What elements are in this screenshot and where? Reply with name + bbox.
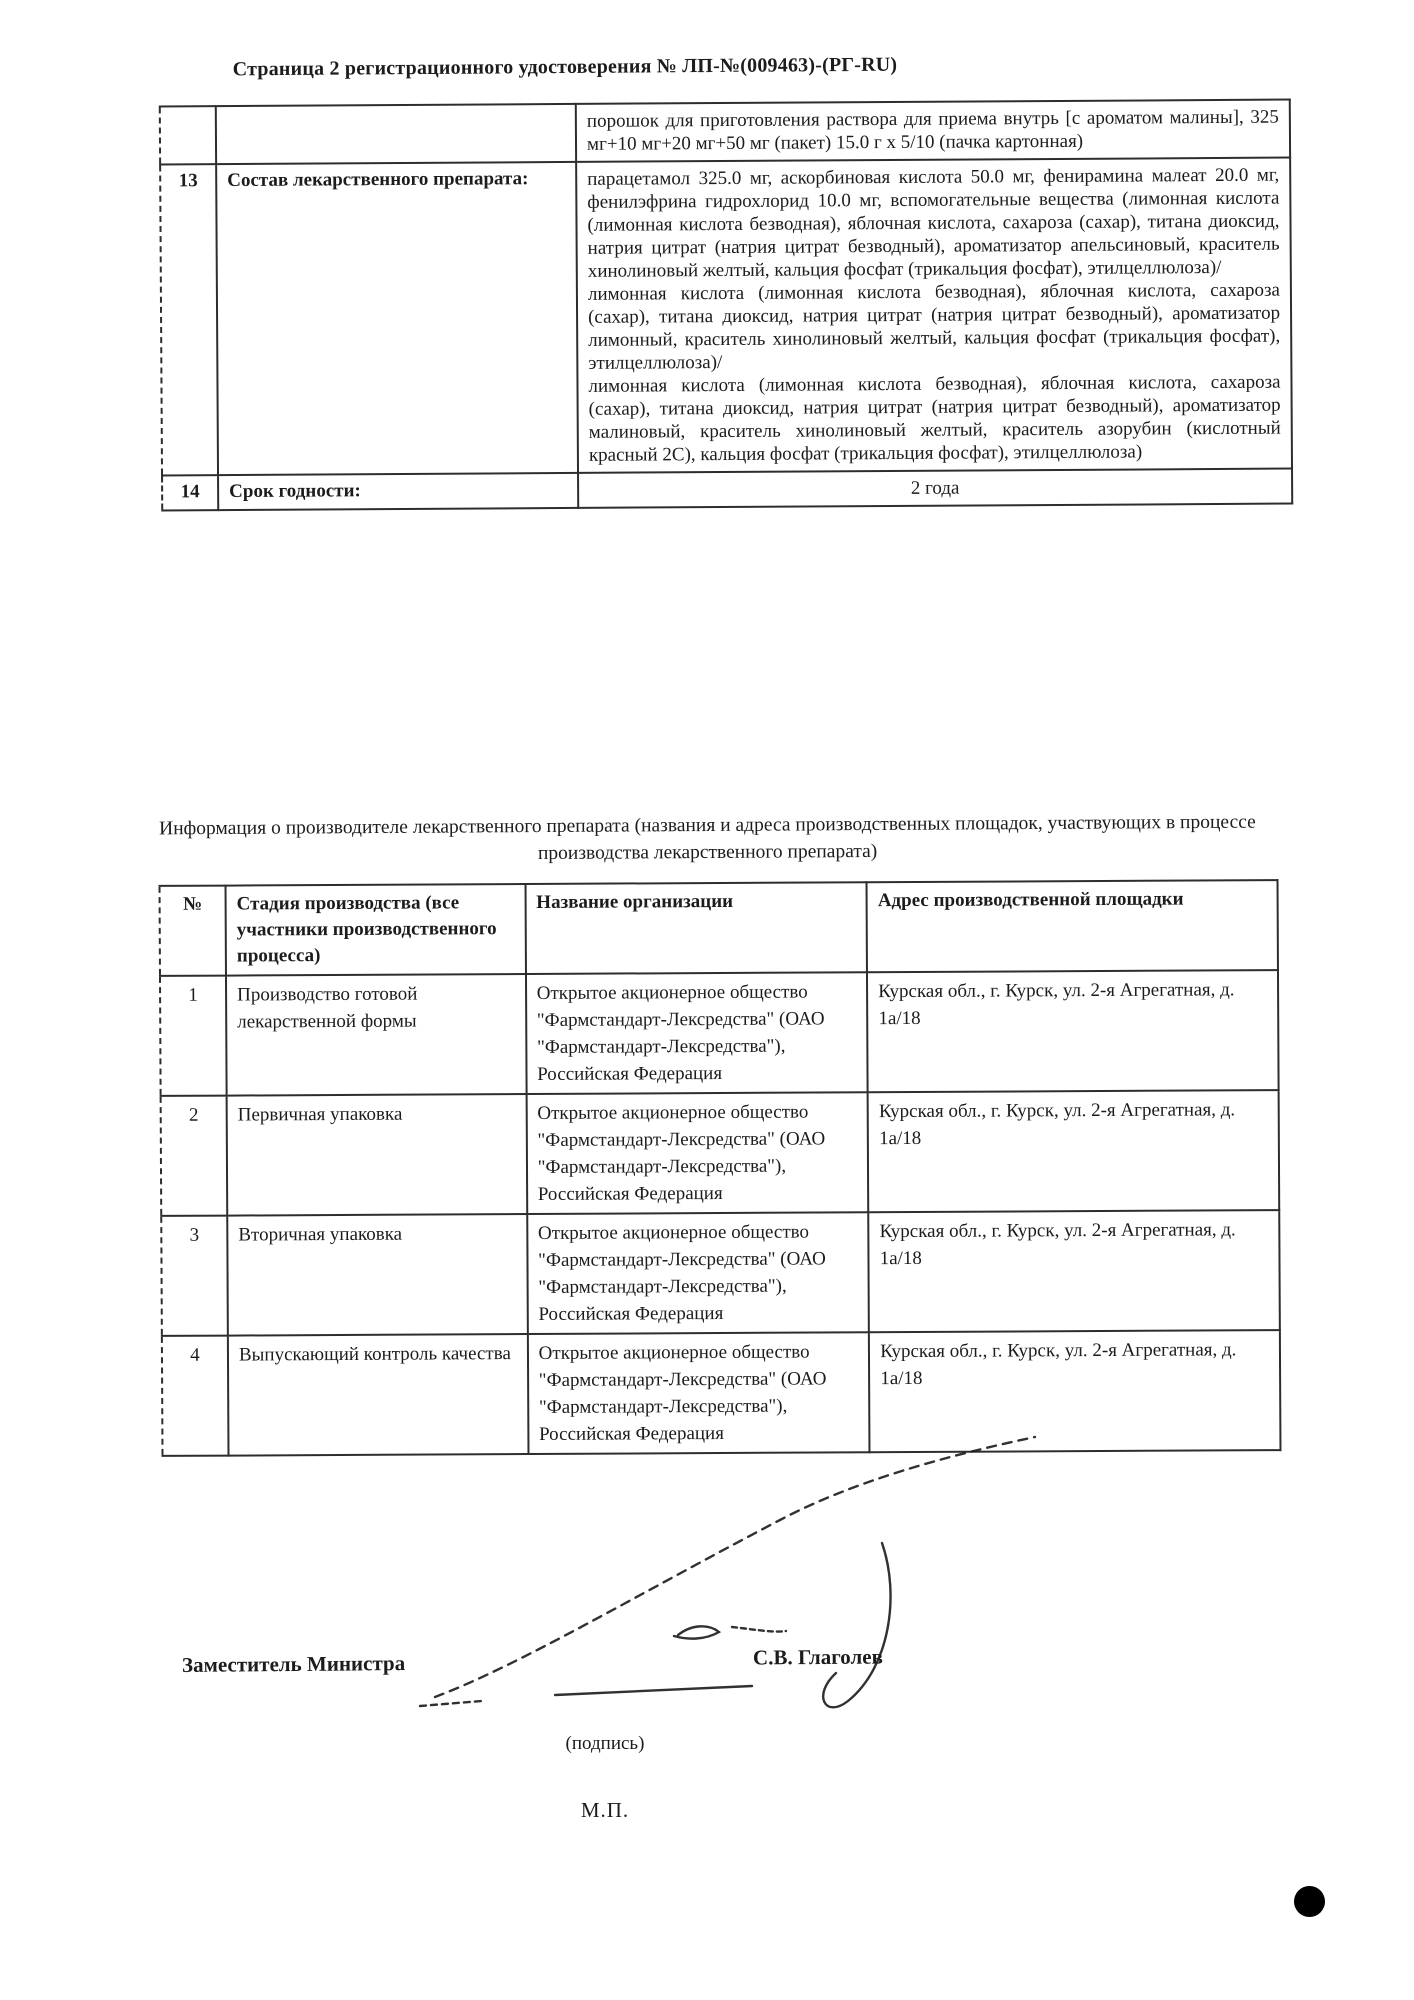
signer-title: Заместитель Министра bbox=[181, 1651, 406, 1677]
stage-cell: Вторичная упаковка bbox=[227, 1214, 527, 1336]
table-row-packaging bbox=[160, 100, 1290, 165]
manufacturer-table-wrap bbox=[159, 879, 1282, 1457]
row-number-cell: 3 bbox=[161, 1216, 228, 1336]
composition-paragraph-orange: парацетамол 325.0 мг, аскорбиновая кислота 50.0 мг, фенирамина малеат 20.0 мг, фенилэфрина гидрохлорид 10.0 мг, вспомогательные вещества (лимонная кислота (лимонная кислота безводная), яблочная кислота, сахароза (сахар), титана диоксид, натрия цитрат (натрия цитрат безводный), ароматизатор апельсиновый, краситель хинолиновый желтый, кальция фосфат (трикальция фосфат), этилцеллюлоза)/ bbox=[587, 164, 1280, 282]
composition-paragraph-raspberry: лимонная кислота (лимонная кислота безводная), яблочная кислота, сахароза (сахар), титана диоксид, натрия цитрат (натрия цитрат безводный), ароматизатор малиновый, краситель хинолиновый желтый, краситель азорубин (кислотный красный 2С), кальция фосфат (трикальция фосфат), этилцеллюлоза) bbox=[588, 371, 1281, 466]
row-label-cell: Состав лекарственного препарата: bbox=[216, 162, 578, 475]
punch-hole-dot bbox=[1294, 1886, 1325, 1917]
signature-caption: (подпись) bbox=[565, 1733, 645, 1754]
organization-cell: Открытое акционерное общество "Фармстандарт-Лексредства" (ОАО "Фармстандарт-Лексредства"), Российская Федерация bbox=[526, 1092, 868, 1214]
header-number: № bbox=[160, 886, 226, 976]
signature-ink bbox=[380, 1425, 1080, 1730]
table-header-row bbox=[160, 880, 1278, 976]
manufacturer-table bbox=[159, 879, 1282, 1457]
row-number-cell: 1 bbox=[160, 976, 227, 1096]
composition-cell bbox=[576, 158, 1292, 473]
drug-details-table-wrap bbox=[159, 99, 1293, 512]
packaging-description: порошок для приготовления раствора для приема внутрь [с ароматом малины], 325 мг+10 мг+20 мг+50 мг (пакет) 15.0 г х 5/10 (пачка картонная) bbox=[576, 100, 1290, 162]
stage-cell: Первичная упаковка bbox=[227, 1094, 527, 1216]
organization-cell: Открытое акционерное общество "Фармстандарт-Лексредства" (ОАО "Фармстандарт-Лексредства"), Российская Федерация bbox=[526, 972, 868, 1094]
row-label-cell: Срок годности: bbox=[218, 473, 578, 510]
composition-paragraph-lemon: лимонная кислота (лимонная кислота безводная), яблочная кислота, сахароза (сахар), титана диоксид, натрия цитрат (натрия цитрат безводный), ароматизатор лимонный, краситель хинолиновый желтый, кальция фосфат (трикальция фосфат), этилцеллюлоза)/ bbox=[587, 279, 1281, 374]
row-number-cell bbox=[160, 106, 216, 164]
signer-name: С.В. Глаголев bbox=[752, 1644, 883, 1670]
row-label-cell bbox=[216, 104, 576, 164]
table-row bbox=[162, 1330, 1281, 1456]
row-number-cell: 13 bbox=[160, 164, 218, 475]
table-row-composition bbox=[160, 158, 1292, 476]
address-cell: Курская обл., г. Курск, ул. 2-я Агрегатная, д. 1а/18 bbox=[869, 1330, 1280, 1452]
row-number-cell: 2 bbox=[161, 1096, 228, 1216]
table-row bbox=[160, 970, 1279, 1096]
drug-details-table bbox=[159, 99, 1293, 512]
header-organization: Название организации bbox=[525, 882, 867, 974]
organization-cell: Открытое акционерное общество "Фармстандарт-Лексредства" (ОАО "Фармстандарт-Лексредства"), Российская Федерация bbox=[528, 1332, 870, 1454]
organization-cell: Открытое акционерное общество "Фармстандарт-Лексредства" (ОАО "Фармстандарт-Лексредства"), Российская Федерация bbox=[527, 1212, 869, 1334]
stamp-place-note: М.П. bbox=[580, 1798, 630, 1822]
address-cell: Курская обл., г. Курск, ул. 2-я Агрегатная, д. 1а/18 bbox=[868, 1090, 1279, 1212]
table-row bbox=[161, 1210, 1280, 1336]
row-number-cell: 4 bbox=[162, 1336, 229, 1456]
manufacturer-info-paragraph: Информация о производителе лекарственного препарата (названия и адреса производственных площадок, участвующих в процессе производства лекарственного препарата) bbox=[159, 811, 1256, 865]
row-number-cell: 14 bbox=[162, 475, 218, 510]
address-cell: Курская обл., г. Курск, ул. 2-я Агрегатная, д. 1а/18 bbox=[868, 1210, 1279, 1332]
table-row bbox=[161, 1090, 1280, 1216]
page-title: Страница 2 регистрационного удостоверения № ЛП-№(009463)-(РГ-RU) bbox=[232, 53, 898, 81]
header-address: Адрес производственной площадки bbox=[867, 880, 1278, 972]
stage-cell: Производство готовой лекарственной формы bbox=[226, 974, 526, 1096]
address-cell: Курская обл., г. Курск, ул. 2-я Агрегатная, д. 1а/18 bbox=[867, 970, 1278, 1092]
shelf-life-value: 2 года bbox=[578, 469, 1292, 508]
table-row-shelf-life bbox=[162, 469, 1292, 511]
header-stage: Стадия производства (все участники производственного процесса) bbox=[225, 884, 525, 976]
stage-cell: Выпускающий контроль качества bbox=[228, 1334, 528, 1456]
